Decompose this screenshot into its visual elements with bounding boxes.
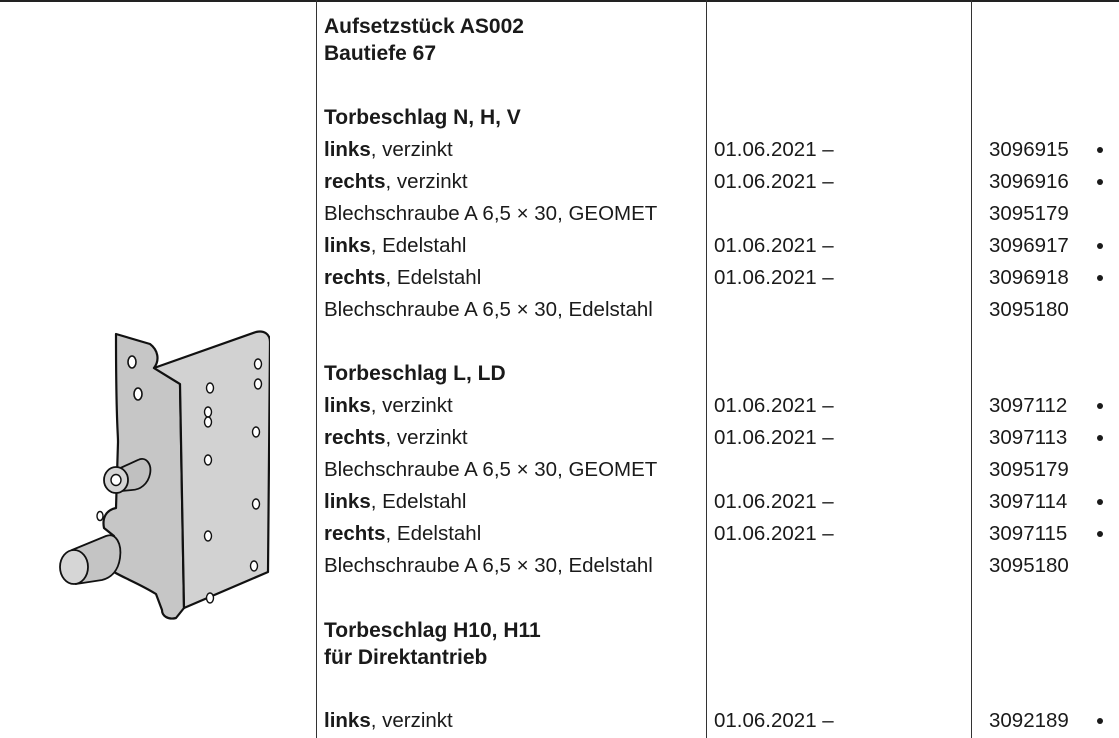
column-divider-description xyxy=(316,0,317,738)
table-row-description: links, Edelstahl xyxy=(324,234,467,257)
table-row-date: 01.06.2021 – xyxy=(714,394,834,417)
table-row-number: 3096916 xyxy=(989,170,1069,193)
table-row-description: Blechschraube A 6,5 × 30, GEOMET xyxy=(324,458,658,481)
table-row-number: 3096918 xyxy=(989,266,1069,289)
column-divider-number xyxy=(971,0,972,738)
table-row-number: 3097113 xyxy=(989,426,1068,449)
availability-bullet xyxy=(1097,531,1103,537)
table-row-number: 3097115 xyxy=(989,522,1068,545)
availability-bullet xyxy=(1097,403,1103,409)
table-row-number: 3096915 xyxy=(989,138,1069,161)
column-divider-date xyxy=(706,0,707,738)
table-row-description: rechts, Edelstahl xyxy=(324,266,482,289)
table-row-number: 3095180 xyxy=(989,298,1069,321)
availability-bullet xyxy=(1097,147,1103,153)
table-row-description: Blechschraube A 6,5 × 30, Edelstahl xyxy=(324,554,653,577)
table-row-date: 01.06.2021 – xyxy=(714,170,834,193)
table-row-date: 01.06.2021 – xyxy=(714,138,834,161)
section-title: Torbeschlag H10, H11 xyxy=(324,619,541,642)
table-row-number: 3096917 xyxy=(989,234,1069,257)
product-subtitle: Bautiefe 67 xyxy=(324,42,437,65)
table-row-description: links, Edelstahl xyxy=(324,490,467,513)
availability-bullet xyxy=(1097,435,1103,441)
table-row-number: 3097114 xyxy=(989,490,1068,513)
table-row-description: rechts, verzinkt xyxy=(324,426,468,449)
table-row-date: 01.06.2021 – xyxy=(714,426,834,449)
section-title: Torbeschlag L, LD xyxy=(324,362,506,385)
table-row-date: 01.06.2021 – xyxy=(714,490,834,513)
table-row-description: Blechschraube A 6,5 × 30, GEOMET xyxy=(324,202,658,225)
table-row-date: 01.06.2021 – xyxy=(714,266,834,289)
table-row-description: Blechschraube A 6,5 × 30, Edelstahl xyxy=(324,298,653,321)
table-row-number: 3097112 xyxy=(989,394,1068,417)
table-row-date: 01.06.2021 – xyxy=(714,709,834,732)
table-row-number: 3095179 xyxy=(989,202,1069,225)
table-row-number: 3095180 xyxy=(989,554,1069,577)
product-title: Aufsetzstück AS002 xyxy=(324,15,524,38)
availability-bullet xyxy=(1097,243,1103,249)
availability-bullet xyxy=(1097,718,1103,724)
table-row-description: links, verzinkt xyxy=(324,138,453,161)
table-row-description: rechts, verzinkt xyxy=(324,170,468,193)
table-row-number: 3095179 xyxy=(989,458,1069,481)
section-title: Torbeschlag N, H, V xyxy=(324,106,521,129)
top-rule xyxy=(0,0,1119,2)
section-subtitle: für Direktantrieb xyxy=(324,646,488,669)
table-row-date: 01.06.2021 – xyxy=(714,234,834,257)
availability-bullet xyxy=(1097,275,1103,281)
table-row-description: links, verzinkt xyxy=(324,709,453,732)
table-row-date: 01.06.2021 – xyxy=(714,522,834,545)
table-row-number: 3092189 xyxy=(989,709,1069,732)
table-row-description: rechts, Edelstahl xyxy=(324,522,482,545)
availability-bullet xyxy=(1097,179,1103,185)
hinge-bracket-image xyxy=(50,322,270,622)
table-row-description: links, verzinkt xyxy=(324,394,453,417)
availability-bullet xyxy=(1097,499,1103,505)
